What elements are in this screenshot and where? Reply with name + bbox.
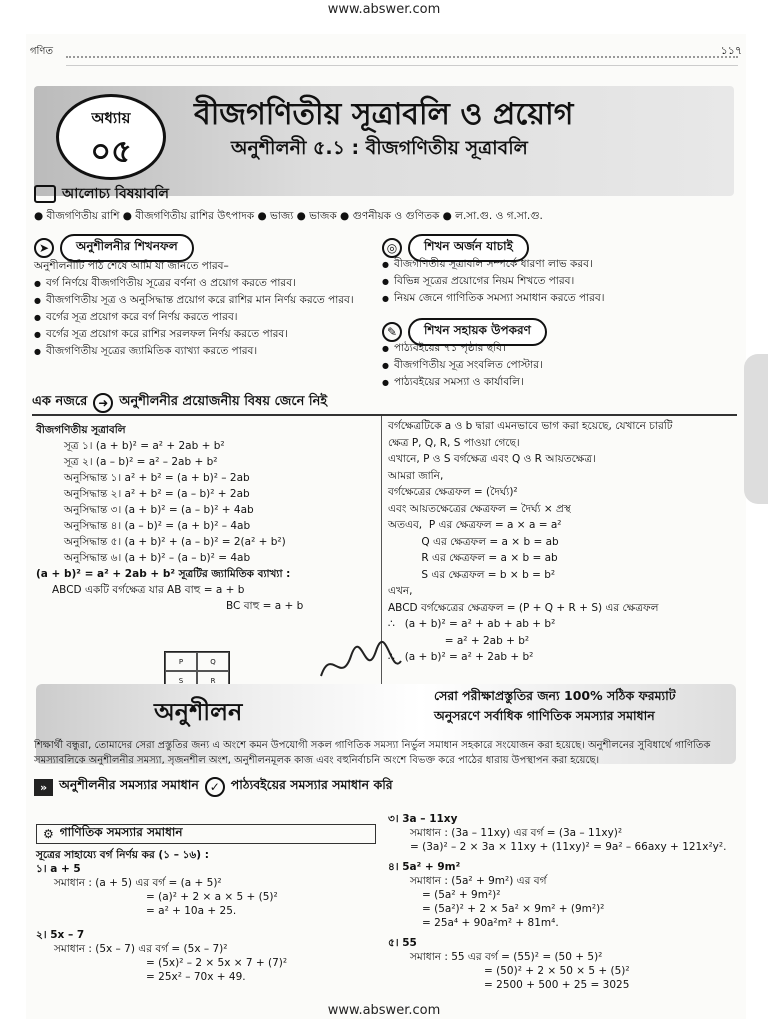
geometric-heading: (a + b)² = a² + 2ab + b² সূত্রটির জ্যামিতিক ব্যাখ্যা : xyxy=(36,568,291,580)
formulas-heading: বীজগণিতীয় সূত্রাবলি xyxy=(36,424,126,436)
explanation-line: এখানে, P ও S বর্গক্ষেত্র এবং Q ও R আয়তক্ষেত্র। xyxy=(388,453,596,465)
question: ৫। 55 xyxy=(388,937,417,949)
glance-label: এক নজরে xyxy=(32,394,88,409)
explanation-line: অতএব, P এর ক্ষেত্রফল = a × a = a² xyxy=(388,519,562,531)
explanation-line: বর্গক্ষেত্রটিকে a ও b দ্বারা এমনভাবে ভাগ করা হয়েছে, যেখানে চারটি xyxy=(388,420,673,432)
solution-line: = 25a⁴ + 90a²m² + 81m⁴. xyxy=(422,917,559,929)
learning-list xyxy=(34,275,369,360)
solve-bar-left: অনুশীলনীর সমস্যার সমাধান xyxy=(59,777,199,792)
solve-bar-right: পাঠ্যবইয়ের সমস্যার সমাধান করি xyxy=(230,777,393,792)
gear-icon: ⚙ xyxy=(43,827,54,841)
formula-line: অনুসিদ্ধান্ত ২। a² + b² = (a – b)² + 2ab xyxy=(64,488,250,500)
solution-line: = (3a)² – 2 × 3a × 11xy + (11xy)² = 9a² – 66axy + 121x²y². xyxy=(410,841,727,853)
question: ৪। 5a² + 9m² xyxy=(388,861,461,873)
assessment-heading-label: শিখন অর্জন যাচাই xyxy=(408,234,529,262)
learning-heading-label: অনুশীলনীর শিখনফল xyxy=(60,234,194,262)
subject-label: গণিত xyxy=(30,46,53,57)
chapter-title: বীজগণিতীয় সূত্রাবলি ও প্রয়োগ xyxy=(194,97,574,132)
solution-line: = 25x² – 70x + 49. xyxy=(146,971,246,983)
region-label: R xyxy=(197,671,229,690)
explanation-line: ABCD বর্গক্ষেত্রের ক্ষেত্রফল = (P + Q + R + S) এর ক্ষেত্রফল xyxy=(388,601,659,614)
region-label: P xyxy=(165,652,197,671)
assessment-list xyxy=(382,256,732,307)
bottom-url[interactable]: www.abswer.com xyxy=(327,1003,441,1018)
solution-line: সমাধান : 55 এর বর্গ = (55)² = (50 + 5)² xyxy=(410,951,603,963)
materials-heading-label: শিখন সহায়ক উপকরণ xyxy=(408,318,547,346)
target-icon: ◎ xyxy=(382,238,402,258)
list-item: ● পাঠ্যবইয়ের সমস্যা ও কার্যাবলি। xyxy=(382,374,732,391)
explanation-line: ∴ (a + b)² = a² + 2ab + b² xyxy=(388,651,534,663)
explanation-line: বর্গক্ষেত্রের ক্ষেত্রফল = (দৈর্ঘ্য)² xyxy=(388,486,518,498)
explanation-line: S এর ক্ষেত্রফল = b × b = b² xyxy=(388,568,556,581)
practice-intro: শিক্ষার্থী বন্ধুরা, তোমাদের সেরা প্রস্তুতির জন্য এ অংশে কমন উপযোগী সকল গাণিতিক সমস্যা নির্ভুল সমাধান সহকারে সংযোজন করা হয়েছে। অনুশীলনের সুবিধার্থে গাণিতিক সমস্যাবলিকে অনুশীলনীর সমস্যা, সৃজনশীল অংশ, অনুশীলনমূলক কাজ এবং বহুনির্বাচনি অংশে বিভক্ত করে পাঠের ধারায় উপস্থাপন করা হয়েছে। xyxy=(34,740,711,766)
region-label: Q xyxy=(197,652,229,671)
solution-line: = (5a²)² + 2 × 5a² × 9m² + (9m²)² xyxy=(422,903,605,915)
list-item: ● বিভিন্ন সূত্রের প্রয়োগের নিয়ম শিখতে পারব। xyxy=(382,273,732,290)
chapter-number: ০৫ xyxy=(90,132,132,170)
book-icon xyxy=(34,185,56,203)
double-arrow-icon: » xyxy=(34,779,53,796)
formula-line: অনুসিদ্ধান্ত ৬। (a + b)² – (a – b)² = 4ab xyxy=(64,552,251,564)
list-item: ● বর্গের সূত্র প্রয়োগ করে বর্গ নির্ণয় করতে পারব। xyxy=(34,309,369,326)
glance-sublabel: অনুশীলনীর প্রয়োজনীয় বিষয় জেনে নিই xyxy=(119,394,328,409)
explanation-line: = a² + 2ab + b² xyxy=(388,634,530,647)
chapter-badge xyxy=(56,94,166,180)
explanation-line: এখন, xyxy=(388,585,413,597)
topics-heading xyxy=(34,182,169,206)
solution-line: = (5x)² – 2 × 5x × 7 + (7)² xyxy=(146,957,288,969)
solution-line: = (50)² + 2 × 50 × 5 + (5)² xyxy=(484,965,630,977)
list-item: ● নিয়ম জেনে গাণিতিক সমস্যা সমাধান করতে পারব। xyxy=(382,290,732,307)
question: ৩। 3a – 11xy xyxy=(388,813,458,825)
solution-line: সমাধান : (a + 5) এর বর্গ = (a + 5)² xyxy=(54,877,222,889)
geometric-line: ABCD একটি বর্গক্ষেত্র যার AB বাহু = a + b xyxy=(52,584,245,596)
chapter-word: অধ্যায় xyxy=(91,109,131,127)
instruction: সূত্রের সাহায্যে বর্গ নির্ণয় কর (১ – ১৬) : xyxy=(36,849,209,861)
formula-line: অনুসিদ্ধান্ত ৪। (a – b)² = (a + b)² – 4ab xyxy=(64,520,251,532)
question: ১। a + 5 xyxy=(36,863,81,875)
solution-line: সমাধান : (3a – 11xy) এর বর্গ = (3a – 11xy)² xyxy=(410,827,623,839)
solution-line: সমাধান : (5a² + 9m²) এর বর্গ xyxy=(410,875,547,887)
solve-bar xyxy=(34,776,739,798)
list-item: ● পাঠ্যবইয়ের ৭১ পৃষ্ঠার ছবি। xyxy=(382,340,732,357)
top-url[interactable]: www.abswer.com xyxy=(327,2,441,17)
list-item: ● বর্গের সূত্র প্রয়োগ করে রাশির সরলফল নির্ণয় করতে পারব। xyxy=(34,326,369,343)
solution-line: = a² + 10a + 25. xyxy=(146,905,237,917)
learning-intro: অনুশীলনীটি পাঠ শেষে আমি যা জানতে পারব– xyxy=(34,260,229,272)
practice-title: অনুশীলন xyxy=(154,698,243,726)
solutions-left xyxy=(36,848,376,984)
practice-tagline-line: অনুসরণে সর্বাধিক গাণিতিক সমস্যার সমাধান xyxy=(434,708,655,723)
list-item: ● বর্গ নির্ণয়ে বীজগণিতীয় সূত্রের বর্ণনা ও প্রয়োগ করতে পারব। xyxy=(34,275,369,292)
explanation-block xyxy=(388,418,738,666)
glance-rule xyxy=(32,414,737,416)
formula-line: অনুসিদ্ধান্ত ৩। (a + b)² = (a – b)² + 4ab xyxy=(64,504,254,516)
problems-heading xyxy=(36,824,376,844)
problems-heading-label: গাণিতিক সমস্যার সমাধান xyxy=(59,825,183,839)
explanation-line: আমরা জানি, xyxy=(388,469,444,482)
materials-list xyxy=(382,340,732,391)
question: ২। 5x – 7 xyxy=(36,929,85,941)
formula-line: অনুসিদ্ধান্ত ৫। (a + b)² + (a – b)² = 2(a² + b²) xyxy=(64,536,286,548)
tools-icon: ✎ xyxy=(382,322,402,342)
practice-tagline xyxy=(434,686,676,726)
formula-line: সূত্র ২। (a – b)² = a² – 2ab + b² xyxy=(64,456,218,468)
solution-line: = (5a² + 9m²)² xyxy=(422,889,501,901)
page-scan xyxy=(26,34,746,1019)
formula-line: সূত্র ১। (a + b)² = a² + 2ab + b² xyxy=(64,440,225,452)
region-label: S xyxy=(165,671,197,690)
list-item: ● বীজগণিতীয় সূত্রের জ্যামিতিক ব্যাখ্যা করতে পারব। xyxy=(34,343,369,360)
explanation-line: Q এর ক্ষেত্রফল = a × b = ab xyxy=(388,535,559,548)
formula-line: অনুসিদ্ধান্ত ১। a² + b² = (a + b)² – 2ab xyxy=(64,472,250,484)
solution-line: = (a)² + 2 × a × 5 + (5)² xyxy=(146,891,278,903)
list-item: ● বীজগণিতীয় সূত্র ও অনুসিদ্ধান্ত প্রয়োগ করে রাশির মান নির্ণয় করতে পারব। xyxy=(34,292,369,309)
arrow-circle-icon: ➜ xyxy=(93,393,113,413)
topics-list: ● বীজগণিতীয় রাশি ● বীজগণিতীয় রাশির উৎপাদক ● ভাজ্য ● ভাজক ● গুণনীয়ক ও গুণিতক ● ল.সা.গু. ও গ.সা.গু. xyxy=(34,210,543,222)
exercise-title: অনুশীলনী ৫.১ : বীজগণিতীয় সূত্রাবলি xyxy=(231,137,528,159)
explanation-line: R এর ক্ষেত্রফল = a × b = ab xyxy=(388,552,558,564)
page-number: ১১৭ xyxy=(720,44,742,57)
solution-line: সমাধান : (5x – 7) এর বর্গ = (5x – 7)² xyxy=(54,943,228,955)
ornament-border xyxy=(66,56,738,66)
formulas-block xyxy=(36,422,303,614)
side-tab xyxy=(744,354,768,504)
geometric-line: BC বাহু = a + b xyxy=(226,600,304,612)
arrow-icon: ➤ xyxy=(34,238,54,258)
list-item: ● বীজগণিতীয় সূত্রাবলি সম্পর্কে ধারণা লাভ করব। xyxy=(382,256,732,273)
check-icon: ✓ xyxy=(205,777,225,797)
explanation-line: ∴ (a + b)² = a² + ab + ab + b² xyxy=(388,618,556,630)
glance-heading xyxy=(32,392,327,413)
explanation-line: ক্ষেত্র P, Q, R, S পাওয়া গেছে। xyxy=(388,436,520,449)
practice-tagline-line: সেরা পরীক্ষাপ্রস্তুতির জন্য 100% সঠিক ফরম্যাট xyxy=(434,688,676,703)
topics-heading-label: আলোচ্য বিষয়াবলি xyxy=(62,186,169,202)
solutions-right xyxy=(388,812,738,992)
list-item: ● বীজগণিতীয় সূত্র সংবলিত পোস্টার। xyxy=(382,357,732,374)
explanation-line: এবং আয়তক্ষেত্রের ক্ষেত্রফল = দৈর্ঘ্য × প্রস্থ xyxy=(388,502,571,515)
solution-line: = 2500 + 500 + 25 = 3025 xyxy=(484,979,630,991)
